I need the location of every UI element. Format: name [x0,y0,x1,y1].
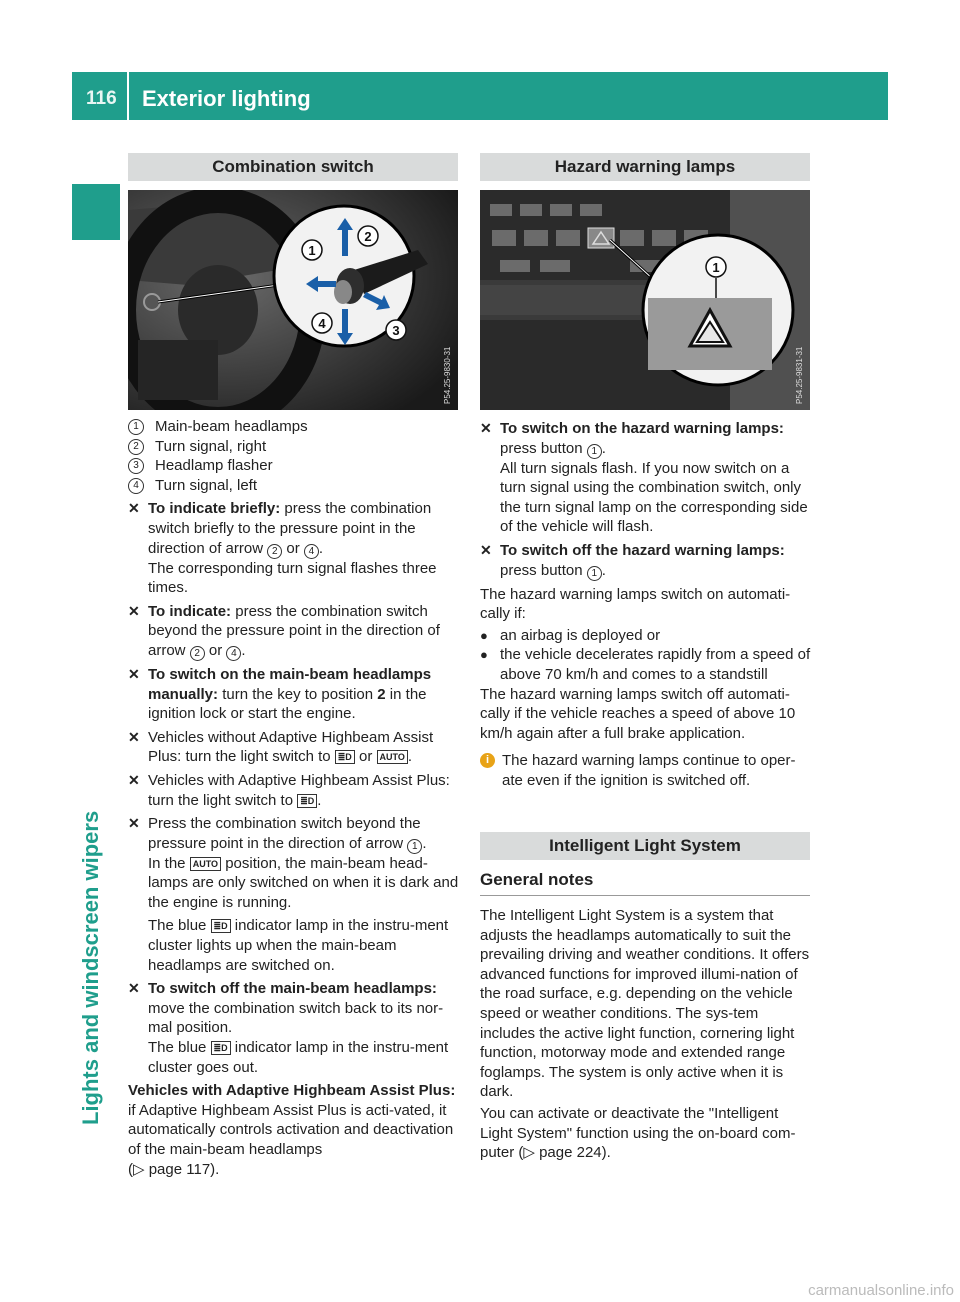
step-arrow-icon: ✕ [128,771,140,788]
page-ref-arrow-icon: ▷ [523,1144,535,1162]
figure-code: P54.25-9830-31 [443,346,452,404]
instruction-step: ✕ To switch off the hazard warning lamps: press button 1 . [480,541,785,579]
page-title: Exterior lighting [142,86,311,111]
legend-item: 3 Headlamp flasher [128,456,460,476]
bullet-item: ● an airbag is deployed or [480,626,661,644]
step-arrow-icon: ✕ [128,665,140,682]
section-title-intelligent-light: Intelligent Light System [480,832,810,860]
main-beam-icon: ≣D [335,750,355,764]
general-notes-text [480,906,814,1165]
page-reference-link[interactable]: page 117 [148,1160,211,1178]
page-reference-link[interactable]: page 224 [539,1144,602,1162]
page-header [72,72,888,120]
figure-code: P54.25-9831-31 [795,346,804,404]
page-ref-arrow-icon: ▷ [133,1160,145,1178]
figure-callout-1: 1 [712,260,720,275]
legend-item: 4 Turn signal, left [128,476,460,496]
main-beam-indicator-icon: ≣D [211,919,231,933]
header-divider [127,72,129,120]
info-icon: i [480,753,495,768]
bullet-icon: ● [480,647,488,663]
figure-callout-3: 3 [392,323,400,338]
watermark: carmanualsonline.info [808,1282,954,1299]
combination-switch-illustration [128,190,458,410]
left-column-text [128,417,460,1181]
legend-item: 1 Main-beam headlamps [128,417,460,437]
instruction-step: ✕ To switch on the main-beam headlamps manually: turn the key to position 2 in the ignition lock or start the engine. [128,665,432,723]
section-title-hazard-warning: Hazard warning lamps [480,153,810,181]
subheading-rule [480,895,810,896]
auto-off-paragraph: The hazard warning lamps switch off automati-cally if the vehicle reaches a speed of above 10 km/h again after a full brake application. [480,685,796,742]
instruction-step: ✕ Vehicles with Adaptive Highbeam Assist Plus: turn the light switch to ≣D . [128,771,450,809]
auto-light-icon: AUTO [190,857,221,871]
instruction-step: ✕ To switch off the main-beam headlamps: move the combination switch back to its nor-mal position. The blue ≣D indicator lamp in the instru-ment cluster goes out. [128,980,449,1076]
step-arrow-icon: ✕ [128,815,140,832]
general-paragraph-2: You can activate or deactivate the "Intelligent Light System" function using the on-board com-puter (▷ page 224). [480,1104,796,1162]
subheading-general-notes: General notes [480,870,594,889]
instruction-step: ✕ To switch on the hazard warning lamps: press button 1 . All turn signals flash. If you now switch on a turn signal using the combination switch, only the turn signal lamp on the corresponding side of the vehicle will flash. [480,420,808,536]
instruction-step: ✕ Press the combination switch beyond the pressure point in the direction of arrow 1 . In the AUTO position, the main-beam head-lamps are only switched on when it is dark and the engine is running. The blue ≣D indicator lamp in the instru-ment cluster lights up when the main-beam headlamps are switched on. [128,815,459,974]
figure-callout-2: 2 [364,229,372,244]
step-arrow-icon: ✕ [128,728,140,745]
chapter-label: Lights and windscreen wipers [78,810,103,1125]
instruction-step: ✕ To indicate: press the combination switch beyond the pressure point in the direction of arrow 2 or 4 . [128,602,440,659]
step-arrow-icon: ✕ [128,980,140,997]
chapter-tab [72,184,120,240]
step-arrow-icon: ✕ [128,602,140,619]
auto-light-icon: AUTO [377,750,408,764]
legend-item: 2 Turn signal, right [128,437,460,457]
general-paragraph: The Intelligent Light System is a system that adjusts the headlamps automatically to suit the prevailing driving and weather conditions. It offers advanced functions for improved illumi-nation of the road surface, e.g. depending on the vehicle speed or weather conditions. The sys-tem includes the active light function, cornering light function, motorway mode and extended range foglamps. The system is only active when it is dark. [480,907,810,1101]
step-arrow-icon: ✕ [128,500,140,517]
main-beam-icon: ≣D [297,794,317,808]
hazard-switch-figure [480,190,810,410]
info-note: i The hazard warning lamps continue to oper-ate even if the ignition is switched off. [480,751,814,790]
auto-on-paragraph: The hazard warning lamps switch on automati-cally if: [480,585,791,623]
right-column-text [480,419,814,791]
instruction-step: ✕ To indicate briefly: press the combination switch briefly to the pressure point in the direction of arrow 2 or 4 . The corresponding turn signal flashes three times. [128,500,437,597]
figure-callout-1: 1 [308,243,316,258]
hazard-switch-illustration [480,190,810,410]
bullet-icon: ● [480,627,488,643]
main-beam-indicator-icon: ≣D [211,1041,231,1055]
section-title-combination-switch: Combination switch [128,153,458,181]
step-arrow-icon: ✕ [480,420,492,436]
adaptive-highbeam-paragraph: Vehicles with Adaptive Highbeam Assist Plus: if Adaptive Highbeam Assist Plus is acti-vated, it automatically controls activation and deactivation of the main-beam headlamps (▷ page 117). [128,1082,456,1178]
page-number: 116 [86,88,117,109]
figure-callout-4: 4 [318,316,326,331]
combination-switch-figure [128,190,458,410]
instruction-step: ✕ Vehicles without Adaptive Highbeam Assist Plus: turn the light switch to ≣D or AUTO . [128,728,434,766]
step-arrow-icon: ✕ [480,541,492,558]
bullet-item: ● the vehicle decelerates rapidly from a speed of above 70 km/h and comes to a standstill [480,646,811,683]
